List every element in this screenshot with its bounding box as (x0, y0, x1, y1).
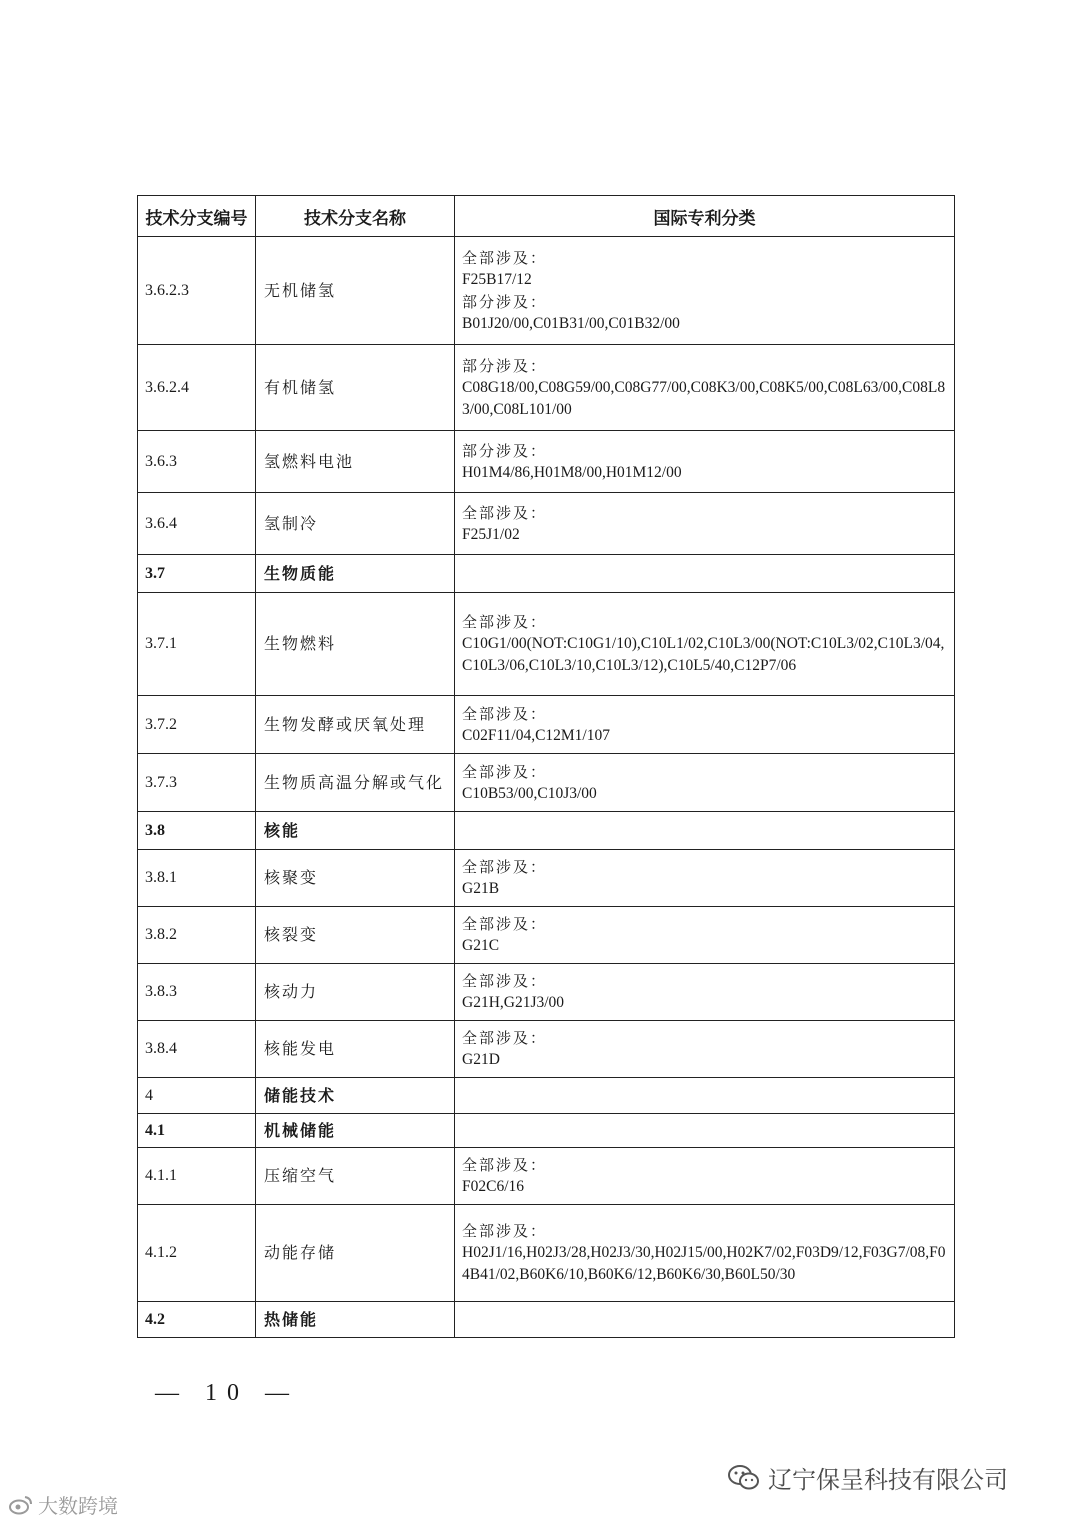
table-row (138, 493, 955, 555)
ipc-codes: C10B53/00,C10J3/00 (462, 784, 597, 802)
ipc-cell (455, 1114, 955, 1148)
page-number: — 10 — (155, 1380, 299, 1406)
ipc-scope-label: 全部涉及： (462, 248, 548, 267)
branch-code-cell: 3.7 (138, 555, 256, 593)
ipc-cell (455, 1021, 955, 1078)
branch-code-cell: 4 (138, 1078, 256, 1114)
ipc-scope-label: 全部涉及： (462, 915, 548, 933)
watermark-left-text: 大数跨境 (38, 1494, 118, 1518)
ipc-codes: B01J20/00,C01B31/00,C01B32/00 (462, 314, 680, 332)
branch-name-cell: 核聚变 (256, 850, 455, 907)
table-row (138, 1148, 955, 1205)
branch-code-cell: 3.7.1 (138, 593, 256, 696)
ipc-cell (455, 431, 955, 493)
table-row (138, 237, 955, 345)
header-ipc: 国际专利分类 (455, 196, 955, 237)
branch-name-cell: 动能存储 (256, 1205, 455, 1302)
ipc-scope-label: 部分涉及： (462, 292, 548, 311)
branch-code-cell: 3.6.2.3 (138, 237, 256, 345)
branch-name-cell: 储能技术 (256, 1078, 455, 1114)
ipc-codes: C10G1/00(NOT:C10G1/10),C10L1/02,C10L3/00(NOT:C10L3/02,C10L3/04,C10L3/06,C10L3/10,C10L3/12),C10L5/40,C12P7/06 (462, 635, 945, 674)
table-row (138, 345, 955, 431)
branch-code-cell: 4.1 (138, 1114, 256, 1148)
ipc-cell (455, 345, 955, 431)
branch-code-cell: 3.7.2 (138, 696, 256, 754)
branch-code-cell: 3.8.2 (138, 907, 256, 964)
watermark-right (728, 1460, 1008, 1495)
ipc-scope-label: 全部涉及： (462, 503, 548, 522)
branch-code-cell: 3.8.4 (138, 1021, 256, 1078)
branch-name-cell: 核能 (256, 812, 455, 850)
ipc-cell (455, 237, 955, 345)
branch-code-cell: 3.8 (138, 812, 256, 850)
branch-name-cell: 机械储能 (256, 1114, 455, 1148)
ipc-scope-label: 全部涉及： (462, 972, 548, 990)
ipc-cell (455, 907, 955, 964)
branch-name-cell: 核动力 (256, 964, 455, 1021)
ipc-codes: H02J1/16,H02J3/28,H02J3/30,H02J15/00,H02K7/02,F03D9/12,F03G7/08,F04B41/02,B60K6/10,B60K6/12,B60K6/30,B60L50/30 (462, 1244, 946, 1283)
ipc-cell (455, 696, 955, 754)
ipc-cell (455, 1148, 955, 1205)
ipc-cell (455, 964, 955, 1021)
branch-name-cell: 生物质高温分解或气化 (256, 754, 455, 812)
ipc-cell (455, 1078, 955, 1114)
branch-name-cell: 氢制冷 (256, 493, 455, 555)
branch-name-cell: 氢燃料电池 (256, 431, 455, 493)
branch-code-cell: 3.8.1 (138, 850, 256, 907)
table-header-row (138, 196, 955, 237)
ipc-codes: C08G18/00,C08G59/00,C08G77/00,C08K3/00,C08K5/00,C08L63/00,C08L83/00,C08L101/00 (462, 378, 946, 418)
ipc-codes: F25B17/12 (462, 270, 532, 288)
weibo-icon (8, 1494, 34, 1516)
ipc-codes: F25J1/02 (462, 525, 520, 543)
branch-name-cell: 热储能 (256, 1302, 455, 1338)
ipc-scope-label: 全部涉及： (462, 1156, 548, 1174)
ipc-cell (455, 754, 955, 812)
table-row (138, 1078, 955, 1114)
ipc-classification-table (137, 195, 955, 1338)
table-row (138, 593, 955, 696)
ipc-scope-label: 部分涉及： (462, 356, 548, 375)
ipc-codes: G21H,G21J3/00 (462, 994, 565, 1011)
ipc-cell (455, 555, 955, 593)
table-row (138, 850, 955, 907)
branch-code-cell: 4.1.2 (138, 1205, 256, 1302)
watermark-left (8, 1490, 118, 1519)
table-row (138, 1114, 955, 1148)
table-row (138, 1302, 955, 1338)
ipc-codes: C02F11/04,C12M1/107 (462, 726, 610, 744)
branch-name-cell: 核能发电 (256, 1021, 455, 1078)
ipc-scope-label: 全部涉及： (462, 704, 548, 723)
ipc-codes: F02C6/16 (462, 1178, 525, 1195)
branch-name-cell: 生物燃料 (256, 593, 455, 696)
table-body (138, 237, 955, 1338)
table-row (138, 431, 955, 493)
branch-name-cell: 生物质能 (256, 555, 455, 593)
branch-code-cell: 4.2 (138, 1302, 256, 1338)
table-row (138, 1021, 955, 1078)
ipc-cell (455, 1302, 955, 1338)
branch-code-cell: 4.1.1 (138, 1148, 256, 1205)
wechat-icon (728, 1464, 760, 1492)
branch-name-cell: 压缩空气 (256, 1148, 455, 1205)
header-branch-name: 技术分支名称 (256, 196, 455, 237)
ipc-cell (455, 812, 955, 850)
header-branch-code: 技术分支编号 (138, 196, 256, 237)
ipc-scope-label: 全部涉及： (462, 762, 548, 781)
ipc-cell (455, 493, 955, 555)
table-row (138, 696, 955, 754)
ipc-scope-label: 全部涉及： (462, 1222, 548, 1240)
branch-name-cell: 生物发酵或厌氧处理 (256, 696, 455, 754)
ipc-scope-label: 全部涉及： (462, 858, 548, 876)
ipc-codes: G21D (462, 1051, 500, 1068)
table-row (138, 907, 955, 964)
ipc-scope-label: 全部涉及： (462, 613, 548, 631)
table-row (138, 754, 955, 812)
ipc-cell (455, 850, 955, 907)
branch-code-cell: 3.6.3 (138, 431, 256, 493)
ipc-codes: G21B (462, 880, 500, 897)
ipc-codes: H01M4/86,H01M8/00,H01M12/00 (462, 463, 682, 481)
table-row (138, 964, 955, 1021)
ipc-codes: G21C (462, 937, 500, 954)
table-row (138, 555, 955, 593)
branch-code-cell: 3.6.2.4 (138, 345, 256, 431)
branch-code-cell: 3.6.4 (138, 493, 256, 555)
branch-name-cell: 有机储氢 (256, 345, 455, 431)
ipc-cell (455, 593, 955, 696)
ipc-scope-label: 部分涉及： (462, 441, 548, 460)
watermark-right-text: 辽宁保呈科技有限公司 (768, 1466, 1008, 1494)
branch-code-cell: 3.8.3 (138, 964, 256, 1021)
branch-name-cell: 无机储氢 (256, 237, 455, 345)
branch-code-cell: 3.7.3 (138, 754, 256, 812)
ipc-scope-label: 全部涉及： (462, 1029, 548, 1047)
ipc-cell (455, 1205, 955, 1302)
table-row (138, 1205, 955, 1302)
branch-name-cell: 核裂变 (256, 907, 455, 964)
table-row (138, 812, 955, 850)
